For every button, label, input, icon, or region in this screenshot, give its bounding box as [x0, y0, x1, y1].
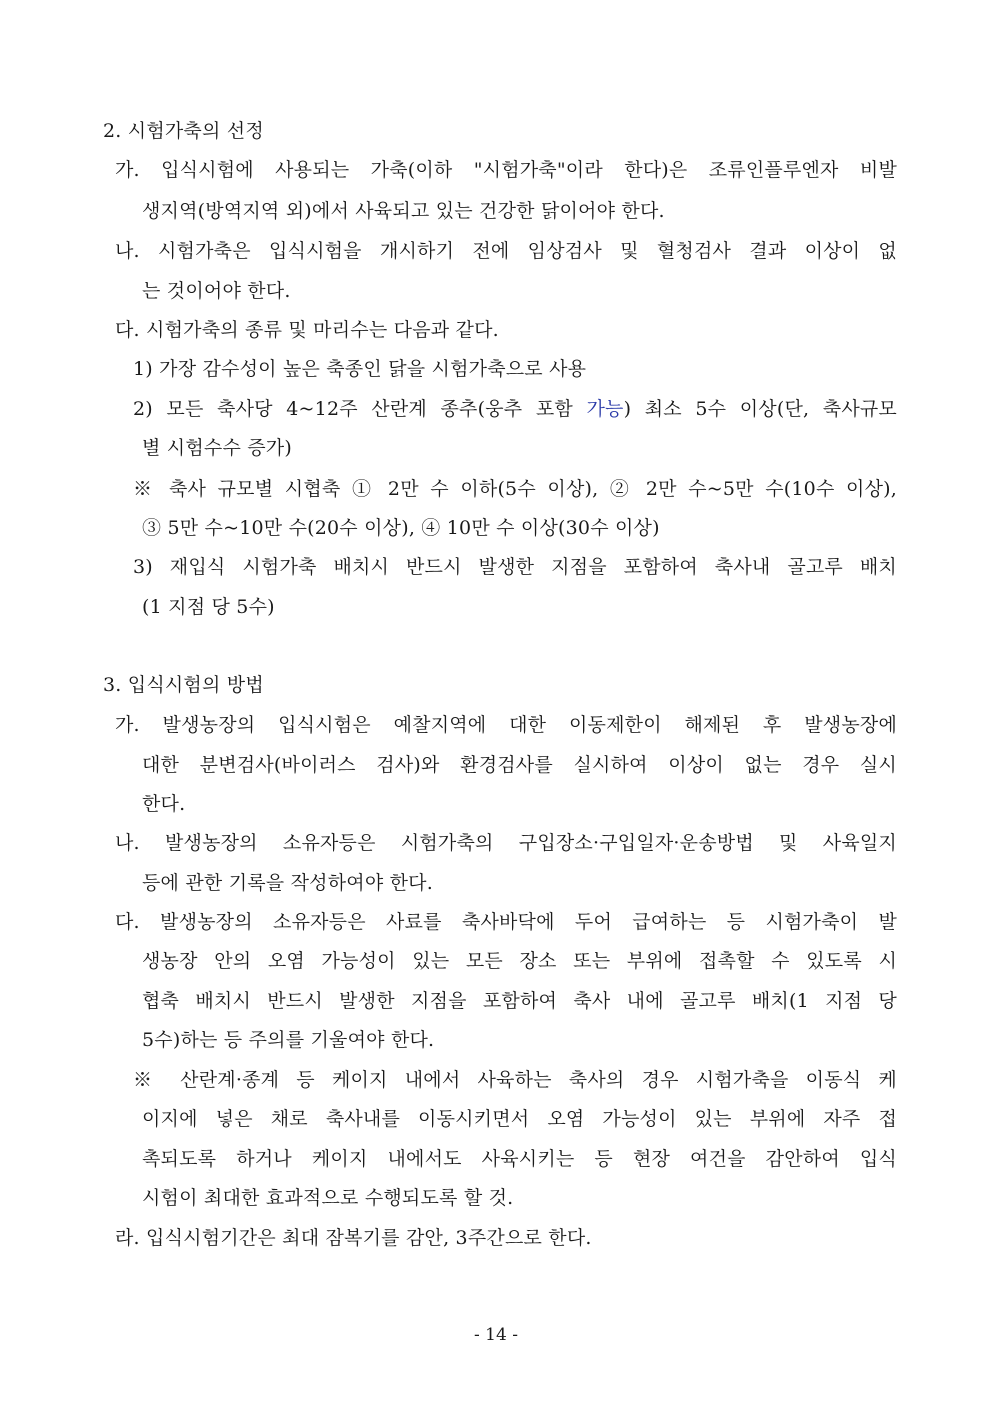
section-2-item-ga-line-2: 생지역(방역지역 외)에서 사육되고 있는 건강한 닭이어야 한다. — [142, 200, 665, 222]
subitem-3-line-1: 3) 재입식 시험가축 배치시 반드시 발생한 지점을 포함하여 축사내 골고루 배치 — [133, 556, 897, 578]
section-3-heading: 3. 입식시험의 방법 — [103, 674, 264, 696]
scale-note-line-2: ③ 5만 수~10만 수(20수 이상), ④ 10만 수 이상(30수 이상) — [142, 517, 660, 539]
scale-note-line-1: ※ 축사 규모별 시협축 ① 2만 수 이하(5수 이상), ② 2만 수~5만 수(10수 이상), — [133, 478, 897, 500]
section-2-item-da-line-1: 다. 시험가축의 종류 및 마리수는 다음과 같다. — [115, 319, 499, 341]
section-2-item-ga-line-1: 가. 입식시험에 사용되는 가축(이하 "시험가축"이라 한다)은 조류인플루엔자 비발 — [115, 159, 897, 181]
section-3-item-da-line-4: 5수)하는 등 주의를 기울여야 한다. — [142, 1029, 435, 1051]
subitem-3-line-2: (1 지점 당 5수) — [142, 596, 275, 618]
section-3-item-ra-line-1: 라. 입식시험기간은 최대 잠복기를 감안, 3주간으로 한다. — [115, 1227, 592, 1249]
page-number: - 14 - — [474, 1325, 518, 1345]
section-3-item-da-line-1: 다. 발생농장의 소유자등은 사료를 축사바닥에 두어 급여하는 등 시험가축이 발 — [115, 911, 897, 933]
section-3-item-na-line-2: 등에 관한 기록을 작성하여야 한다. — [142, 872, 433, 894]
section-3-item-ga-line-2: 대한 분변검사(바이러스 검사)와 환경검사를 실시하여 이상이 없는 경우 실시 — [142, 754, 897, 776]
section-2-heading: 2. 시험가축의 선정 — [103, 120, 264, 142]
subitem-1: 1) 가장 감수성이 높은 축종인 닭을 시험가축으로 사용 — [133, 358, 587, 380]
cage-note-line-2: 이지에 넣은 채로 축사내를 이동시키면서 오염 가능성이 있는 부위에 자주 접 — [142, 1108, 897, 1130]
section-2-item-na-line-1: 나. 시험가축은 입식시험을 개시하기 전에 임상검사 및 혈청검사 결과 이상이 없 — [115, 240, 897, 262]
cage-note-line-4: 시험이 최대한 효과적으로 수행되도록 할 것. — [142, 1187, 514, 1209]
subitem-2-highlight: 가능 — [586, 398, 624, 420]
subitem-2-line-1 — [133, 396, 897, 422]
cage-note-line-3: 촉되도록 하거나 케이지 내에서도 사육시키는 등 현장 여건을 감안하여 입식 — [142, 1148, 897, 1170]
section-3-item-ga-line-1: 가. 발생농장의 입식시험은 예찰지역에 대한 이동제한이 해제된 후 발생농장에 — [115, 714, 897, 736]
section-3-item-da-line-3: 협축 배치시 반드시 발생한 지점을 포함하여 축사 내에 골고루 배치(1 지점 당 — [142, 990, 897, 1012]
section-2-item-na-line-2: 는 것이어야 한다. — [142, 280, 291, 302]
cage-note-line-1: ※ 산란계·종계 등 케이지 내에서 사육하는 축사의 경우 시험가축을 이동식 케 — [133, 1069, 897, 1091]
subitem-2-line-2: 별 시험수수 증가) — [142, 437, 292, 459]
subitem-2-text-b: ) 최소 5수 이상(단, 축사규모 — [623, 398, 897, 420]
section-3-item-na-line-1: 나. 발생농장의 소유자등은 시험가축의 구입장소·구입일자·운송방법 및 사육일지 — [115, 832, 897, 854]
subitem-2-text-a: 2) 모든 축사당 4~12주 산란계 종추(웅추 포함 — [133, 398, 587, 420]
section-3-item-ga-line-3: 한다. — [142, 793, 186, 815]
section-3-item-da-line-2: 생농장 안의 오염 가능성이 있는 모든 장소 또는 부위에 접촉할 수 있도록 시 — [142, 950, 897, 972]
